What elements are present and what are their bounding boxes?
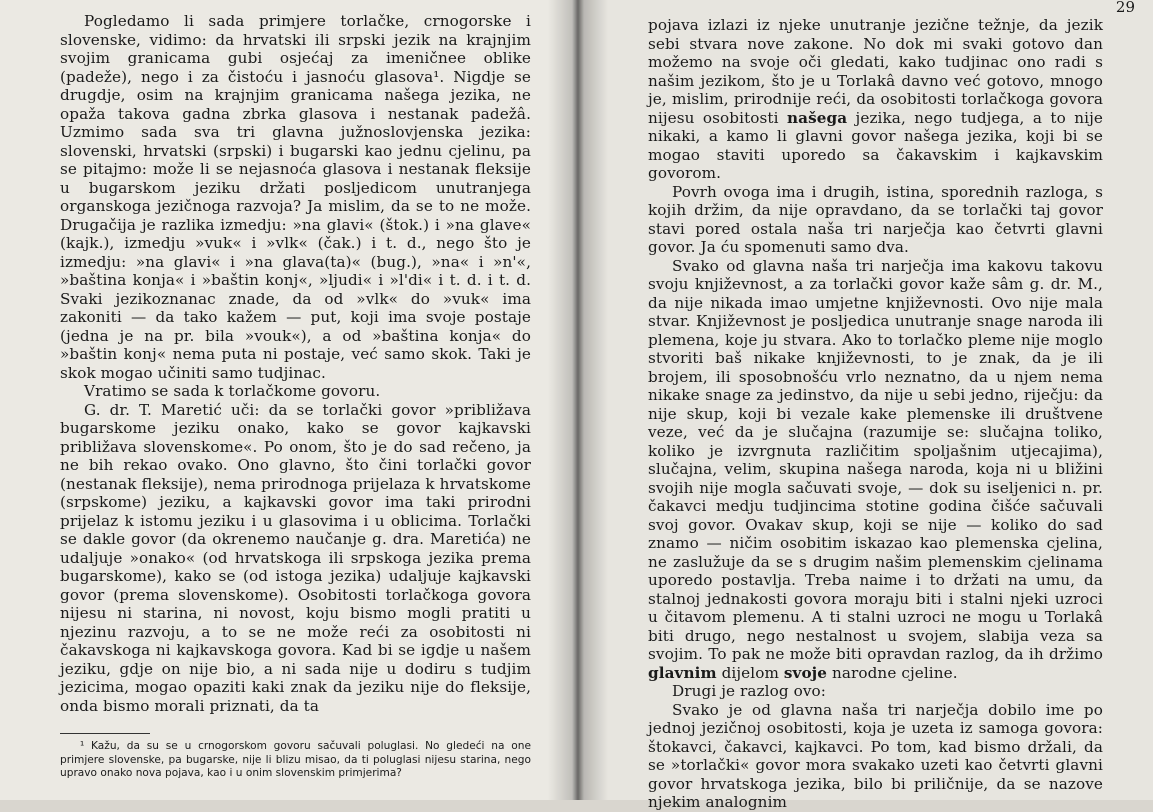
- footnote: [60, 740, 531, 781]
- right-p3-end: narodne cjeline.: [827, 663, 958, 682]
- right-paragraph-5: Svako je od glavna naša tri narječja dobilo ime po jednoj jezičnoj osobitosti, koja je uzeta iz samoga govora: štokavci, čakavci, kajkavci. Po tom, kad bismo držali, da se »torlački« govor mora svakako uzeti kao četvrti glavni govor hrvatskoga jezika, bilo bi priličnije, da se nazove njekim analognim: [648, 700, 1103, 811]
- left-paragraph-2: Vratimo se sada k torlačkome govoru.: [84, 382, 381, 400]
- right-paragraph-4: Drugi je razlog ovo:: [672, 682, 827, 700]
- right-paragraph-3: [648, 257, 1103, 683]
- emphasis-glavnim: glavnim: [648, 663, 717, 682]
- right-paragraph-2: Povrh ovoga ima i drugih, istina, sporednih razloga, s kojih držim, da nije opravdano, da se torlački taj govor stavi pored ostala naša tri narječja kao četvrti glavni govor. Ja ću spomenuti samo dva.: [648, 182, 1103, 256]
- right-p1-start: pojava izlazi iz njeke unutranje jezične težnje, da jezik sebi stvara nove zakone. No dok mi svaki gotovo dan možemo na svoje oči gledati, kako tudjinac ono radi s našim jezikom, što je u Torlakâ davno već gotovo, mnogo je, mislim, prirodnije reći, da osobitosti torlačkoga govora nijesu osobitosti: [648, 16, 1103, 127]
- right-p3-mid: dijelom: [716, 663, 784, 682]
- left-page: [0, 0, 576, 800]
- footnote-divider: [60, 733, 150, 734]
- left-paragraph-1: Pogledamo li sada primjere torlačke, crnogorske i slovenske, vidimo: da hrvatski ili srpski jezik na krajnjim svojim granicama gubi osjećaj za imeničnee oblike (padeže), nego i za čistoću i jasnoću glasova¹. Nigdje se drugdje, osim na krajnjim granicama našega jezika, ne opaža takova gadna zbrka glasova i nestanak padežâ. Uzmimo sada sva tri glavna južnoslovjenska jezika: slovenski, hrvatski (srpski) i bugarski kao jednu cjelinu, pa se pitajmo: može li se nejasnoća glasova i nestanak fleksije u bugarskom jeziku držati posljedicom unutranjega organskoga jezičnoga razvoja? Ja mislim, da se to ne može. Drugačija je razlika izmedju: »na glavi« (štok.) i »na glave« (kajk.), izmedju »vuk« i »vlk« (čak.) i t. d., nego što je izmedju: »na glavi« i »na glava(ta)« (bug.), »na« i »n'«, »baština konja« i »baštin konj«, »ljudi« i »l'di« i t. d. i t. d. Svaki jezikoznanac znade, da od »vlk« do »vuk« ima zakoniti — da tako kažem — put, koji ima svoje postaje (jedna je na pr. bila »vouk«), a od »baština konja« do »baštin konj« nema puta ni postaje, već samo skok. Taki je skok mogao učiniti samo tudjinac.: [60, 12, 531, 382]
- right-page: [576, 0, 1153, 811]
- emphasis-svoje: svoje: [783, 663, 828, 682]
- emphasis-nasega: našega: [786, 108, 848, 127]
- right-p1-end: jezika, nego tudjega, a to nije nikaki, a kamo li glavni govor našega jezika, koji bi se mogao staviti uporedo sa čakavskim i kajkavskim govorom.: [648, 108, 1103, 182]
- footnote-text: ¹ Kažu, da su se u crnogorskom govoru sačuvali poluglasi. No gledeći na one primjere slovenske, pa bugarske, nije li blizu misao, da ti poluglasi nijesu starina, nego upravo onako nova pojava, kao i u onim slovenskim primjerima?: [60, 740, 531, 779]
- left-page-text: [60, 12, 531, 715]
- right-p3-main: Svako od glavna naša tri narječja ima kakovu takovu svoju književnost, a za torlački govor kaže sâm g. dr. M., da nije nikada imao umjetne književnosti. Ovo nije mala stvar. Književnost je posljedica unutranje snage naroda ili plemena, koje ju stvara. Ako to torlačko pleme nije moglo stvoriti baš nikake književnosti, to je znak, da je ili brojem, ili sposobnošću vrlo neznatno, da u njem nema nikake snage za jedinstvo, da nije u sebi jedno, riječju: da nije skup, koji bi vezale kake plemenske ili društvene veze, već da je slučajna (razumije se: slučajna toliko, koliko je izvrgnuta različitim spoljašnim utjecajima), slučajna, velim, skupina našega naroda, koja ni u bližini svojih nije mogla sačuvati svoje, — dok su iseljenici n. pr. čakavci medju tudjincima stotine godina čišće sačuvali svoj govor. Ovakav skup, koji se nije — koliko do sad znamo — ničim osobitim iskazao kao plemenska cjelina, ne zaslužuje da se s drugim našim plemenskim cjelinama uporedo postavlja. Treba naime i to držati na umu, da stalnoj jednakosti govora moraju biti i stalni njeki uzroci u čitavom plemenu. A ti stalni uzroci ne mogu u Torlakâ biti drugo, nego nestalnost u svojem, slabija veza sa svojim. To pak ne može biti opravdan razlog, da ih držimo: [648, 256, 1103, 663]
- right-page-text: [648, 16, 1103, 812]
- right-paragraph-1: [648, 16, 1103, 183]
- page-number: 29: [1115, 0, 1135, 16]
- left-paragraph-3: G. dr. T. Maretić uči: da se torlački govor »približava bugarskome jeziku onako, kako se govor kajkavski približava slovenskome«. Po onom, što je do sad rečeno, ja ne bih rekao ovako. Ono glavno, što čini torlački govor (nestanak fleksije), nema prirodnoga prijelaza k hrvatskome (srpskome) jeziku, a kajkavski govor ima taki prirodni prijelaz k istomu jeziku i u glasovima i u oblicima. Torlački se dakle govor (da okrenemo naučanje g. dra. Maretića) ne udaljuje »onako« (od hrvatskoga ili srpskoga jezika prema bugarskome), kako se (od istoga jezika) udaljuje kajkavski govor (prema slovenskome). Osobitosti torlačkoga govora nijesu ni starina, ni novost, koju bismo mogli pratiti u njezinu razvoju, a to se ne može reći za osobitosti ni čakavskoga ni kajkavskoga govora. Kad bi se igdje u našem jeziku, gdje on nije bio, a ni sada nije u dodiru s tudjim jezicima, mogao opaziti kaki znak da jeziku nije do fleksije, onda bismo morali priznati, da ta: [60, 400, 531, 715]
